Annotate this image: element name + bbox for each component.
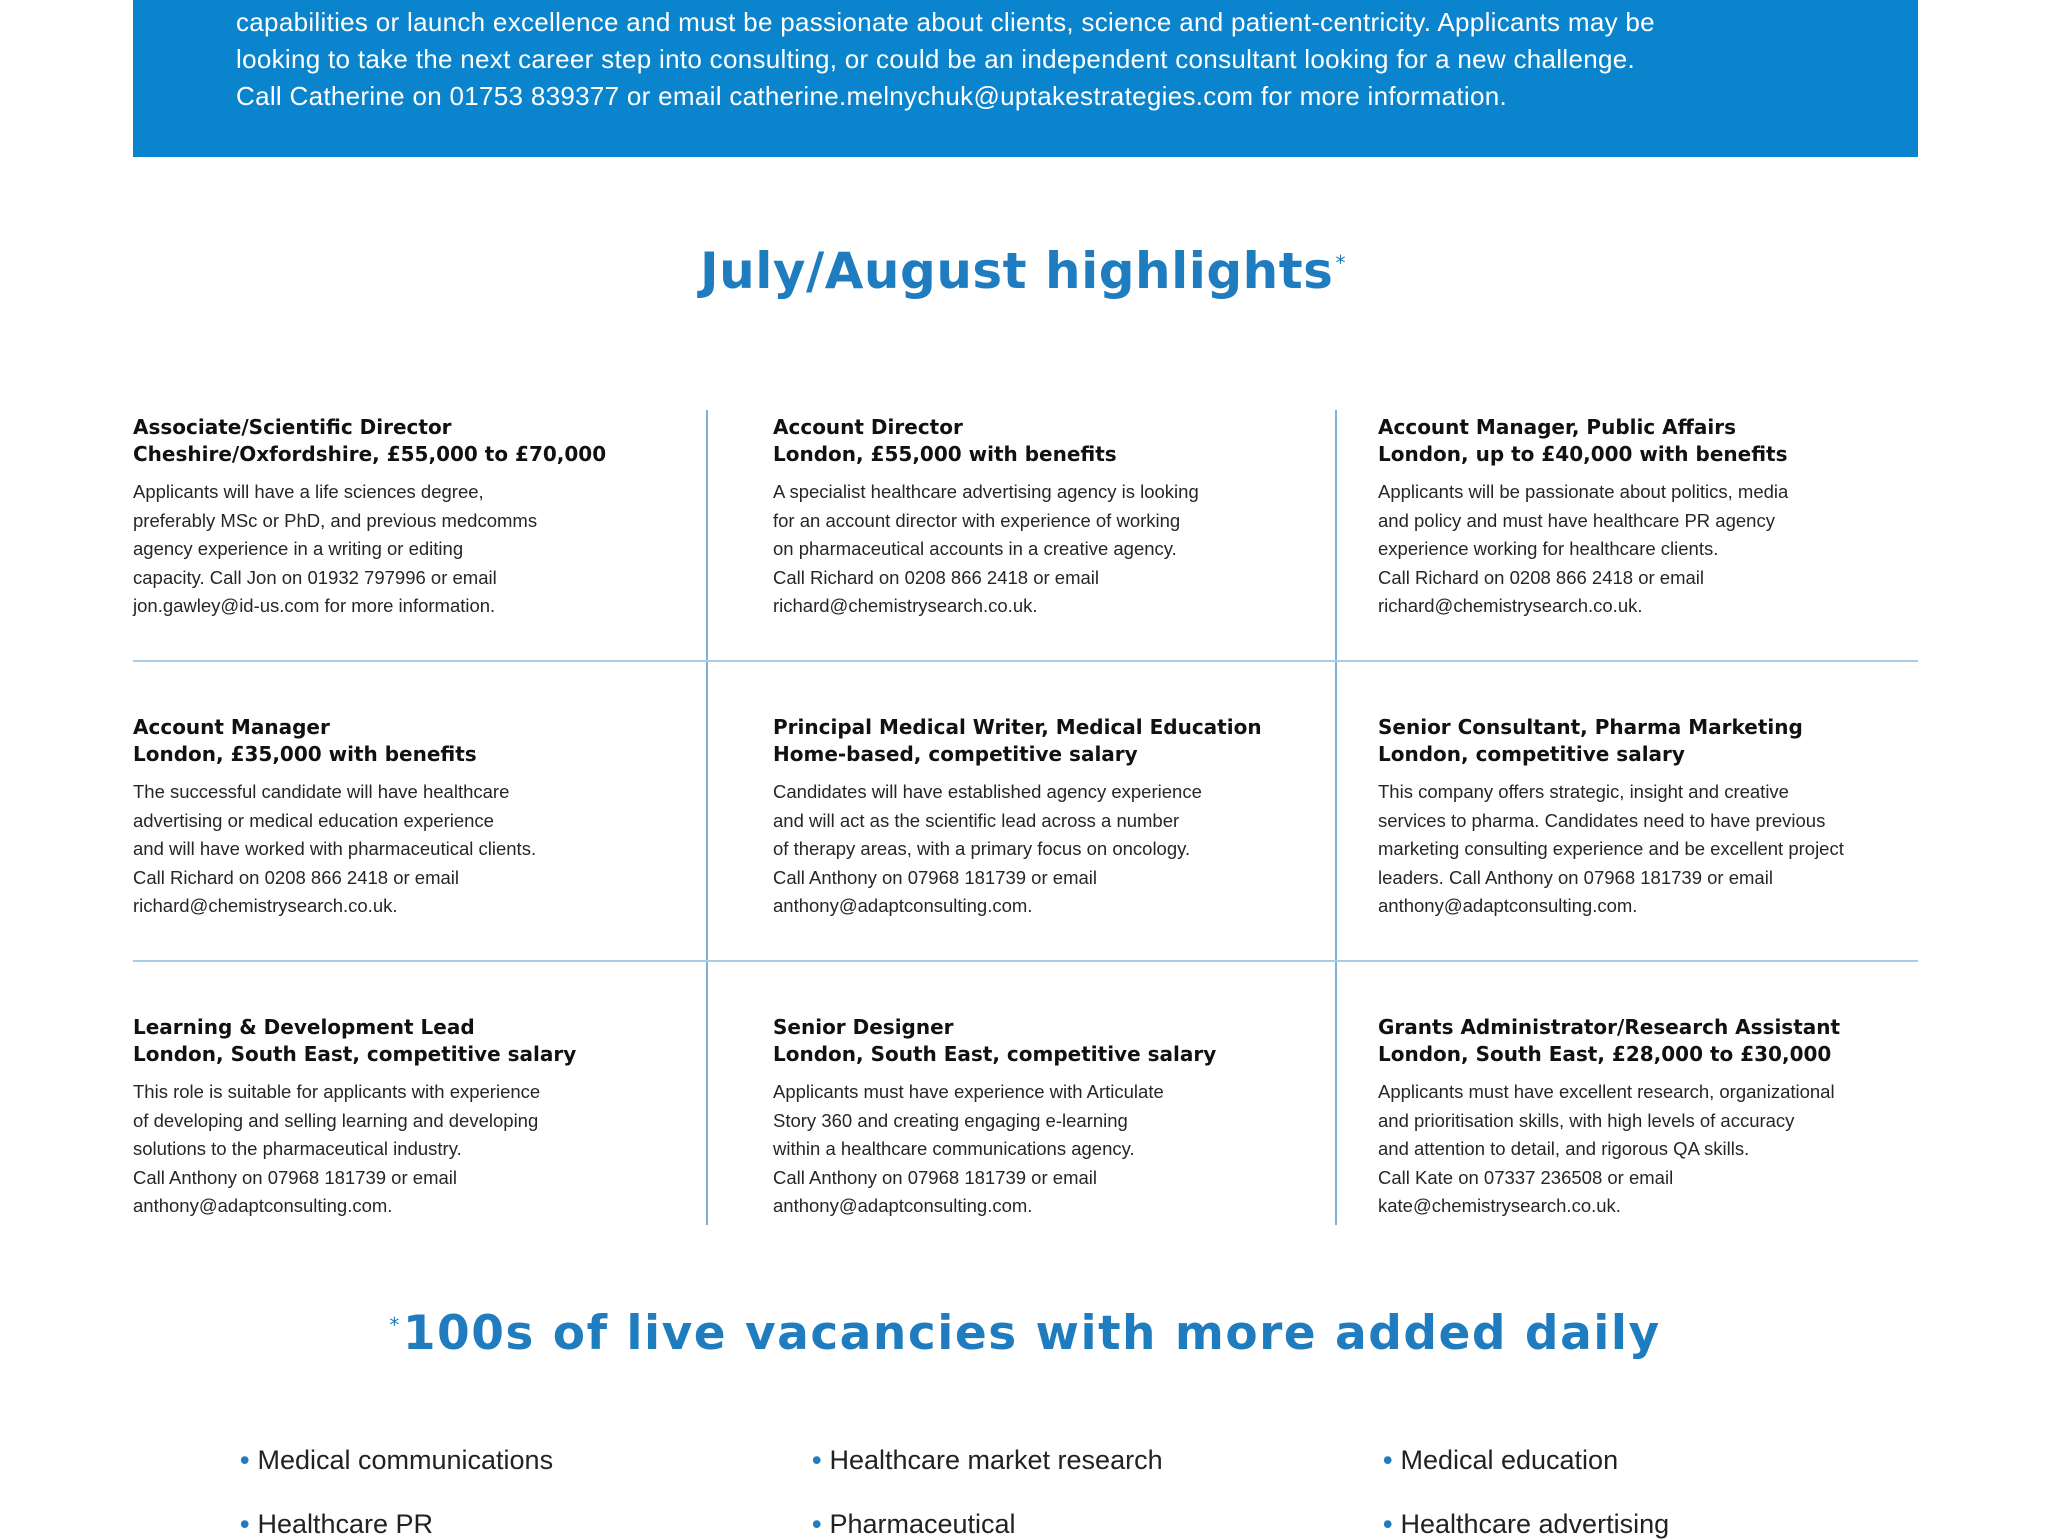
- highlights-heading: [0, 242, 2048, 300]
- job-location: London, up to £40,000 with benefits: [1378, 442, 1788, 466]
- job-description: Applicants must have excellent research, organizational and prioritisation skills, with high levels of accuracy and attention to detail, and rigorous QA skills. Call Kate on 07337 236508 or email kate@chemistrysearch.co.uk.: [1378, 1081, 1835, 1216]
- job-title: Account Manager, Public Affairs: [1378, 415, 1736, 439]
- job-location: Cheshire/Oxfordshire, £55,000 to £70,000: [133, 442, 607, 466]
- highlights-asterisk: *: [1335, 251, 1346, 276]
- row-divider: [133, 960, 1918, 962]
- job-title: Principal Medical Writer, Medical Education: [773, 715, 1262, 739]
- column-divider: [706, 410, 708, 1225]
- vacancies-heading: [0, 1306, 2048, 1361]
- banner-line: Call Catherine on 01753 839377 or email catherine.melnychuk@uptakestrategies.com for more information.: [236, 81, 1507, 111]
- contact-banner: [133, 0, 1918, 157]
- job-card: [773, 414, 1199, 621]
- specialism-item: • Medical communications: [240, 1445, 554, 1475]
- bullet-icon: •: [240, 1445, 250, 1475]
- specialism-item: • Healthcare advertising: [1383, 1509, 1670, 1539]
- job-card: [1378, 414, 1788, 621]
- job-description: This company offers strategic, insight and creative services to pharma. Candidates need to have previous marketing consulting experience and be excellent project leaders. Call Anthony on 07968 181739 or email anthony@adaptconsulting.com.: [1378, 781, 1844, 916]
- job-description: Applicants must have experience with Articulate Story 360 and creating engaging e-learning within a healthcare communications agency. Call Anthony on 07968 181739 or email anthony@adaptconsulting.com.: [773, 1081, 1164, 1216]
- bullet-icon: •: [1383, 1509, 1393, 1539]
- vacancies-asterisk: *: [389, 1313, 401, 1338]
- banner-line: looking to take the next career step into consulting, or could be an independent consultant looking for a new challenge.: [236, 44, 1636, 74]
- bullet-icon: •: [812, 1509, 822, 1539]
- job-location: London, South East, competitive salary: [773, 1042, 1217, 1066]
- job-title: Senior Designer: [773, 1015, 954, 1039]
- job-card: [133, 414, 606, 621]
- column-divider: [1335, 410, 1337, 1225]
- job-description: The successful candidate will have healthcare advertising or medical education experience and will have worked with pharmaceutical clients. Call Richard on 0208 866 2418 or email richard@chemistrysearch.co.uk.: [133, 781, 537, 916]
- job-card: [773, 714, 1262, 921]
- specialism-item: • Healthcare PR: [240, 1509, 434, 1539]
- specialism-item: • Medical education: [1383, 1445, 1619, 1475]
- job-description: Applicants will be passionate about politics, media and policy and must have healthcare PR agency experience working for healthcare clients. Call Richard on 0208 866 2418 or email richard@chemistrysearch.co.uk.: [1378, 481, 1789, 616]
- bullet-icon: •: [1383, 1445, 1393, 1475]
- job-location: Home-based, competitive salary: [773, 742, 1138, 766]
- row-divider: [133, 660, 1918, 662]
- job-title: Associate/Scientific Director: [133, 415, 452, 439]
- job-title: Grants Administrator/Research Assistant: [1378, 1015, 1841, 1039]
- job-card: [133, 714, 536, 921]
- job-description: This role is suitable for applicants with experience of developing and selling learning and developing solutions to the pharmaceutical industry. Call Anthony on 07968 181739 or email anthony@adaptconsulting.com.: [133, 1081, 541, 1216]
- job-location: London, £35,000 with benefits: [133, 742, 477, 766]
- job-card: [1378, 714, 1844, 921]
- vacancies-title: 100s of live vacancies with more added daily: [402, 1306, 1661, 1361]
- job-location: London, South East, competitive salary: [133, 1042, 577, 1066]
- job-card: [773, 1014, 1216, 1221]
- job-card: [1378, 1014, 1840, 1221]
- job-card: [133, 1014, 576, 1221]
- job-description: Candidates will have established agency experience and will act as the scientific lead across a number of therapy areas, with a primary focus on oncology. Call Anthony on 07968 181739 or email anthony@adaptconsulting.com.: [773, 781, 1202, 916]
- job-location: London, £55,000 with benefits: [773, 442, 1117, 466]
- highlights-grid: [133, 410, 1918, 1225]
- job-title: Learning & Development Lead: [133, 1015, 475, 1039]
- job-description: A specialist healthcare advertising agency is looking for an account director with experience of working on pharmaceutical accounts in a creative agency. Call Richard on 0208 866 2418 or email richard@chemistrysearch.co.uk.: [773, 481, 1199, 616]
- highlights-title: July/August highlights: [700, 242, 1334, 300]
- job-title: Account Manager: [133, 715, 330, 739]
- bullet-icon: •: [240, 1509, 250, 1539]
- specialism-item: • Pharmaceutical: [812, 1509, 1016, 1539]
- job-title: Senior Consultant, Pharma Marketing: [1378, 715, 1803, 739]
- job-location: London, South East, £28,000 to £30,000: [1378, 1042, 1832, 1066]
- specialism-item: • Healthcare market research: [812, 1445, 1163, 1475]
- banner-line: capabilities or launch excellence and must be passionate about clients, science and patient-centricity. Applicants may be: [236, 7, 1655, 37]
- job-description: Applicants will have a life sciences degree, preferably MSc or PhD, and previous medcomms agency experience in a writing or editing capacity. Call Jon on 01932 797996 or email jon.gawley@id-us.com for more information.: [133, 481, 538, 616]
- job-location: London, competitive salary: [1378, 742, 1685, 766]
- job-title: Account Director: [773, 415, 963, 439]
- bullet-icon: •: [812, 1445, 822, 1475]
